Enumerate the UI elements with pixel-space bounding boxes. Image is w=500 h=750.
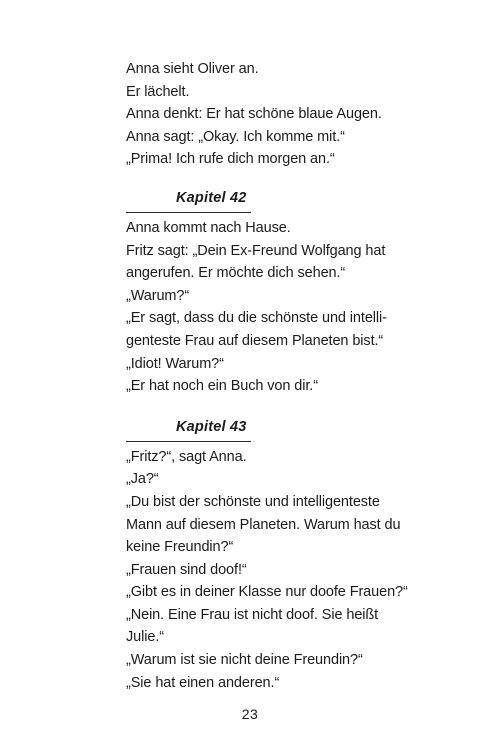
text-line: „Gibt es in deiner Klasse nur doofe Frauen?“ bbox=[126, 584, 408, 601]
page-number: 23 bbox=[241, 706, 259, 722]
chapter-heading: Kapitel 42 bbox=[176, 189, 247, 206]
text-line: keine Freundin?“ bbox=[126, 539, 234, 556]
text-line: Anna sieht Oliver an. bbox=[126, 61, 259, 77]
text-line: „Sie hat einen anderen.“ bbox=[126, 674, 280, 691]
book-page-text bbox=[126, 58, 426, 694]
heading-underline bbox=[126, 212, 251, 213]
text-line: Mann auf diesem Planeten. Warum hast du bbox=[126, 516, 401, 533]
text-line: „Warum?“ bbox=[126, 287, 190, 304]
text-line: „Warum ist sie nicht deine Freundin?“ bbox=[126, 652, 363, 669]
text-line: „Er sagt, dass du die schönste und intelli- bbox=[126, 310, 387, 327]
chapter-heading: Kapitel 43 bbox=[176, 418, 247, 435]
text-line: genteste Frau auf diesem Planeten bist.“ bbox=[126, 332, 384, 349]
text-line: „Nein. Eine Frau ist nicht doof. Sie heißt bbox=[126, 606, 379, 623]
text-line: „Frauen sind doof!“ bbox=[126, 561, 247, 578]
heading-underline bbox=[126, 441, 251, 442]
text-line: Anna denkt: Er hat schöne blaue Augen. bbox=[126, 106, 382, 123]
text-line: „Ja?“ bbox=[126, 471, 159, 488]
chapter-43-text bbox=[126, 446, 426, 695]
chapter-42-heading-block bbox=[126, 187, 426, 217]
chapter-42-text bbox=[126, 217, 426, 398]
text-line: „Prima! Ich rufe dich morgen an.“ bbox=[126, 151, 335, 168]
text-line: angerufen. Er möchte dich sehen.“ bbox=[126, 265, 346, 282]
text-line: „Du bist der schönste und intelligenteste bbox=[126, 493, 380, 510]
text-line: Anna sagt: „Okay. Ich komme mit.“ bbox=[126, 128, 345, 145]
chapter-43-heading-block bbox=[126, 416, 426, 446]
text-line: „Fritz?“, sagt Anna. bbox=[126, 448, 247, 465]
text-line: Fritz sagt: „Dein Ex-Freund Wolfgang hat bbox=[126, 242, 386, 259]
text-line: Julie.“ bbox=[126, 629, 164, 646]
intro-paragraph bbox=[126, 58, 426, 171]
text-line: „Er hat noch ein Buch von dir.“ bbox=[126, 378, 318, 395]
text-line: Er lächelt. bbox=[126, 83, 190, 100]
text-line: Anna kommt nach Hause. bbox=[126, 219, 291, 236]
text-line: „Idiot! Warum?“ bbox=[126, 355, 224, 372]
